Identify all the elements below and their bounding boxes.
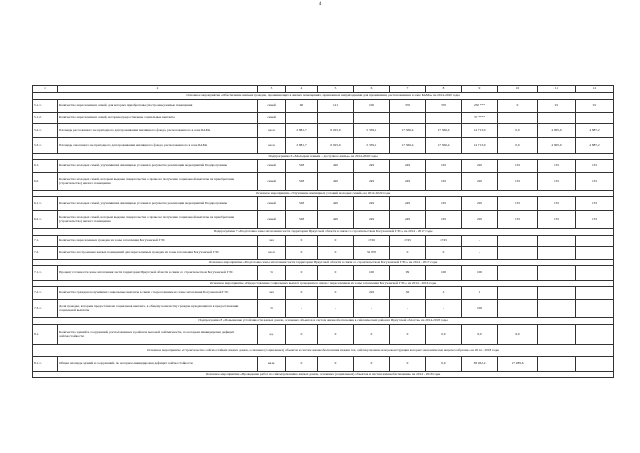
value-cell: 0 <box>498 100 538 113</box>
indicators-table <box>32 85 614 378</box>
value-cell: 0,0 <box>498 124 538 138</box>
value-cell: 17 366,4 <box>426 138 462 154</box>
value-cell: 1 <box>462 287 498 300</box>
value-cell: 3 <box>426 287 462 300</box>
indicator-name: Количество молодых семей, улучшивших жилищные условия в результате реализации мероприятий Подпрограммы <box>58 197 258 211</box>
unit-cell: семей <box>258 197 286 211</box>
value-cell: 135 <box>538 160 576 173</box>
table-row <box>33 211 614 229</box>
table-row <box>33 124 614 138</box>
value-cell: 0 <box>286 266 318 281</box>
value-cell <box>498 300 538 318</box>
indicator-name: Количество переселенных семей, которым предоставлены социальные выплаты <box>58 113 258 124</box>
value-cell: 135 <box>576 211 614 229</box>
indicator-name: Количество зданий и сооружений, расположенных в районах высокой сейсмичности, по которым ликвидирован дефицит сейсмостойкости <box>58 325 258 345</box>
header-row <box>33 86 614 93</box>
value-cell: 135 <box>576 197 614 211</box>
unit-cell: % <box>258 300 286 318</box>
unit-cell: семей <box>258 113 286 124</box>
value-cell: 249 <box>390 211 426 229</box>
unit-cell: чел <box>258 287 286 300</box>
value-cell: 17 366,4 <box>390 138 426 154</box>
value-cell: 226 <box>354 287 390 300</box>
value-cell: 0 <box>318 236 354 247</box>
value-cell <box>538 357 576 372</box>
value-cell: 100 <box>462 300 498 318</box>
value-cell <box>498 287 538 300</box>
value-cell: 1745 <box>426 236 462 247</box>
value-cell: 165 <box>426 160 462 173</box>
table-row <box>33 138 614 154</box>
value-cell: 6 025,0 <box>318 124 354 138</box>
value-cell: 0 <box>426 247 462 260</box>
section-row <box>33 318 614 325</box>
value-cell: 528 <box>286 160 318 173</box>
row-number: 6.2. <box>33 173 58 191</box>
row-number: 7.1. <box>33 236 58 247</box>
value-cell: 420 <box>318 160 354 173</box>
row-number: 7.2.1. <box>33 287 58 300</box>
unit-cell: чел <box>258 236 286 247</box>
value-cell: 0 <box>286 325 318 345</box>
value-cell: 100 <box>354 100 390 113</box>
value-cell: 14 713,9 <box>462 124 498 138</box>
value-cell: 165 <box>426 173 462 191</box>
value-cell <box>538 247 576 260</box>
row-number: 8.1.1. <box>33 357 58 372</box>
value-cell: 91 <box>576 100 614 113</box>
value-cell: 249 <box>354 197 390 211</box>
value-cell: 0 <box>318 266 354 281</box>
value-cell: 370 <box>426 100 462 113</box>
value-cell <box>318 113 354 124</box>
value-cell: 220 <box>462 197 498 211</box>
value-cell: 528 <box>286 197 318 211</box>
header-cell: 8 <box>426 86 462 93</box>
value-cell: 100 <box>462 266 498 281</box>
row-number: 6.1.1. <box>33 197 58 211</box>
header-cell: 12 <box>576 86 614 93</box>
value-cell <box>576 300 614 318</box>
value-cell: 0 <box>318 287 354 300</box>
value-cell: 0 <box>354 325 390 345</box>
value-cell: - <box>318 300 354 318</box>
table-row <box>33 247 614 260</box>
value-cell: 249 <box>390 197 426 211</box>
header-cell: 5 <box>318 86 354 93</box>
value-cell: 0,0 <box>426 357 462 372</box>
unit-cell: семей <box>258 100 286 113</box>
value-cell: 121 <box>318 100 354 113</box>
section-title: Основное мероприятие «Предоставление социальных выплат гражданам в связи с переселением из зоны затопления Богучанской ГЭС» на 2014 - 2016 годы <box>33 281 614 287</box>
value-cell: 6,0 <box>498 325 538 345</box>
value-cell: 249 <box>354 173 390 191</box>
value-cell <box>286 113 318 124</box>
table-row <box>33 300 614 318</box>
indicator-name: Количество переселенных семей, для которых приобретены (построены) жилые помещения <box>58 100 258 113</box>
value-cell <box>576 247 614 260</box>
value-cell: 0,0 <box>498 138 538 154</box>
value-cell <box>498 247 538 260</box>
unit-cell: семей <box>258 160 286 173</box>
value-cell: - <box>390 300 426 318</box>
section-title: Основное мероприятие «Обеспечение жильем граждан, проживающих в жилых помещениях, признанных непригодными для проживания, расположенных в зоне БАМа» на 2014-2020 годы <box>33 93 614 100</box>
value-cell <box>576 113 614 124</box>
value-cell: 2 881,7 <box>286 124 318 138</box>
indicator-name: Доля граждан, которым предоставлена социальная выплата, в общему количеству граждан нуждающихся в предоставлении социальной выплаты <box>58 300 258 318</box>
value-cell: 528 <box>286 211 318 229</box>
value-cell: 99 <box>390 266 426 281</box>
value-cell: 249 <box>390 173 426 191</box>
row-number: 5.1.1. <box>33 100 58 113</box>
value-cell <box>354 113 390 124</box>
value-cell: 37 **** <box>462 113 498 124</box>
value-cell: 32 970 <box>354 247 390 260</box>
value-cell: 0 <box>354 357 390 372</box>
page-number: 4 <box>318 2 322 7</box>
section-title: Подпрограмма 8 «Повышение устойчивости жилых домов, основных объектов и систем жизнеобеспечения в сейсмических районах Иркутской области» на 2014-2018 годы <box>33 318 614 325</box>
value-cell: 0 <box>286 236 318 247</box>
section-row <box>33 372 614 378</box>
unit-cell: % <box>258 266 286 281</box>
value-cell: 420 <box>318 211 354 229</box>
value-cell: 135 <box>498 211 538 229</box>
value-cell: 135 <box>498 173 538 191</box>
row-number: 6.2.1. <box>33 211 58 229</box>
value-cell: 250 *** <box>462 100 498 113</box>
value-cell: 165 <box>426 197 462 211</box>
row-number: 5.3.1. <box>33 138 58 154</box>
unit-cell: кв м <box>258 138 286 154</box>
value-cell: 5 339,1 <box>354 124 390 138</box>
header-cell: 1 <box>33 86 58 93</box>
section-row <box>33 93 614 100</box>
value-cell <box>538 287 576 300</box>
table-row <box>33 357 614 372</box>
value-cell <box>576 287 614 300</box>
value-cell <box>538 113 576 124</box>
indicator-name: Количество молодых семей, которым выданы свидетельства о праве на получение социальной выплаты на приобретение (строительство) жилого помещения <box>58 173 258 191</box>
value-cell: 528 <box>286 173 318 191</box>
unit-cell: кв м <box>258 247 286 260</box>
section-title: Подпрограмма 6 «Молодым семьям – доступное жилье» на 2014-2020 годы <box>33 154 614 160</box>
value-cell: - <box>426 300 462 318</box>
value-cell: 220 <box>462 173 498 191</box>
value-cell: 6,0 <box>462 325 498 345</box>
value-cell <box>538 300 576 318</box>
value-cell <box>538 325 576 345</box>
value-cell: 0 <box>390 325 426 345</box>
indicator-name: Количество построенных жилых помещений для переселяемых граждан из зоны затопления Богучанской ГЭС <box>58 247 258 260</box>
value-cell: 0 <box>318 325 354 345</box>
value-cell: 17 366,4 <box>426 124 462 138</box>
value-cell: 17 289,6 <box>498 357 538 372</box>
value-cell <box>576 325 614 345</box>
table-row <box>33 173 614 191</box>
unit-cell: ед. <box>258 325 286 345</box>
indicator-name: Количество граждан получивших социальные выплаты в связи с переселением из зоны затопления Богучанской ГЭС <box>58 287 258 300</box>
value-cell: 420 <box>318 173 354 191</box>
value-cell: 420 <box>318 197 354 211</box>
table-row <box>33 325 614 345</box>
value-cell: 135 <box>538 211 576 229</box>
unit-cell: семей <box>258 173 286 191</box>
section-title: Основное мероприятие «Улучшение жилищных условий молодых семей» на 2014-2020 годы <box>33 191 614 197</box>
header-cell: 3 <box>258 86 286 93</box>
indicator-name: Процент готовности зоны затопления части территории Иркутской области в связи со строительством Богучанской ГЭС <box>58 266 258 281</box>
section-title: Подпрограмма 7 «Подготовка зоны затопления части территории Иркутской области в связи со строительством Богучанской ГЭС» на 2014 - 2017 годы <box>33 229 614 236</box>
value-cell: 249 <box>354 211 390 229</box>
value-cell: 135 <box>498 160 538 173</box>
value-cell: - <box>462 247 498 260</box>
value-cell: 100 <box>426 266 462 281</box>
row-number: 7.3.1. <box>33 300 58 318</box>
section-row <box>33 229 614 236</box>
value-cell: 249 <box>354 160 390 173</box>
value-cell <box>538 266 576 281</box>
value-cell: 0 <box>390 357 426 372</box>
unit-cell: кв.м. <box>258 357 286 372</box>
value-cell: 0,0 <box>426 325 462 345</box>
value-cell: 4 887,2 <box>576 138 614 154</box>
value-cell: 38 262,2 <box>462 357 498 372</box>
header-cell: 11 <box>538 86 576 93</box>
value-cell <box>538 236 576 247</box>
value-cell: 220 <box>462 211 498 229</box>
value-cell: 4 905,0 <box>538 138 576 154</box>
value-cell <box>426 113 462 124</box>
value-cell: 1745 <box>390 236 426 247</box>
value-cell: 60 <box>286 100 318 113</box>
value-cell: 5 339,1 <box>354 138 390 154</box>
header-cell: 9 <box>462 86 498 93</box>
value-cell <box>498 236 538 247</box>
table-row <box>33 113 614 124</box>
unit-cell: кв м <box>258 124 286 138</box>
value-cell: 135 <box>576 160 614 173</box>
value-cell: 14 713,9 <box>462 138 498 154</box>
table-row <box>33 100 614 113</box>
value-cell: - <box>354 300 390 318</box>
value-cell: 370 <box>390 100 426 113</box>
value-cell: 0 <box>286 247 318 260</box>
value-cell: 4 887,2 <box>576 124 614 138</box>
row-number: 5.2.1. <box>33 124 58 138</box>
value-cell: 17 366,4 <box>390 124 426 138</box>
indicator-name: Количество переселенных граждан из зоны затопления Богучанской ГЭС <box>58 236 258 247</box>
table-row <box>33 266 614 281</box>
value-cell <box>498 113 538 124</box>
value-cell: 0 <box>318 247 354 260</box>
row-number: 5.1.2. <box>33 113 58 124</box>
value-cell: 135 <box>538 173 576 191</box>
table-row <box>33 287 614 300</box>
value-cell <box>390 113 426 124</box>
value-cell: - <box>462 236 498 247</box>
value-cell: 135 <box>498 197 538 211</box>
unit-cell: семей <box>258 211 286 229</box>
value-cell: - <box>286 300 318 318</box>
value-cell: 100 <box>354 266 390 281</box>
value-cell: 4 905,0 <box>538 124 576 138</box>
header-cell: 6 <box>354 86 390 93</box>
value-cell <box>576 266 614 281</box>
table-row <box>33 160 614 173</box>
row-number: 6.1. <box>33 160 58 173</box>
value-cell: 0 <box>390 247 426 260</box>
section-title: Основное мероприятие «Строительство сейсмостойких жилых домов, основных (социальных) объектов и систем жизнеобеспечения взамен тех, сейсмоусиление или реконструкция которых экономически нецелесообразна» на 2014 - 2018 годы <box>33 345 614 357</box>
section-row <box>33 345 614 357</box>
value-cell: 135 <box>576 173 614 191</box>
value-cell: 1726 <box>354 236 390 247</box>
value-cell: 36 <box>390 287 426 300</box>
value-cell: 91 <box>538 100 576 113</box>
indicator-name: Общая площадь зданий и сооружений, по которым ликвидирован дефицит сейсмостойкости <box>58 357 258 372</box>
value-cell: 0 <box>286 357 318 372</box>
indicator-name: Площадь расселенного не пригодного для проживания жилищного фонда, расположенного в зоне БАМа <box>58 124 258 138</box>
indicator-name: Площадь снесенного не пригодного для проживания жилищного фонда, расположенного в зоне БАМа <box>58 138 258 154</box>
header-cell: 4 <box>286 86 318 93</box>
table-row <box>33 236 614 247</box>
value-cell <box>576 357 614 372</box>
header-cell: 2 <box>58 86 258 93</box>
value-cell: 2 881,7 <box>286 138 318 154</box>
indicator-name: Количество молодых семей, которым выданы свидетельства о праве на получение социальной выплаты на приобретение (строительство) жилого помещения <box>58 211 258 229</box>
value-cell: 249 <box>390 160 426 173</box>
row-number: 8.1. <box>33 325 58 345</box>
value-cell: 220 <box>462 160 498 173</box>
header-cell: 7 <box>390 86 426 93</box>
value-cell: 6 025,0 <box>318 138 354 154</box>
section-title: Основное мероприятие «Проведение работ по сейсмоусилению жилых домов, основных (социальных) объектов и систем жизнеобеспечения» на 2014 - 2018 годы <box>33 372 614 378</box>
header-cell: 10 <box>498 86 538 93</box>
indicator-name: Количество молодых семей, улучшивших жилищные условия в результате реализации мероприятий Подпрограммы <box>58 160 258 173</box>
section-title: Основное мероприятие «Подготовка зоны затопления части территории Иркутской области в связи со строительством Богучанской ГЭС» на 2014 - 2017 годы <box>33 260 614 266</box>
value-cell: 0 <box>318 357 354 372</box>
row-number: 7.1.1. <box>33 266 58 281</box>
value-cell: 0 <box>286 287 318 300</box>
table-row <box>33 197 614 211</box>
row-number: 7.2. <box>33 247 58 260</box>
value-cell <box>498 266 538 281</box>
value-cell: 135 <box>538 197 576 211</box>
value-cell <box>576 236 614 247</box>
value-cell: 165 <box>426 211 462 229</box>
